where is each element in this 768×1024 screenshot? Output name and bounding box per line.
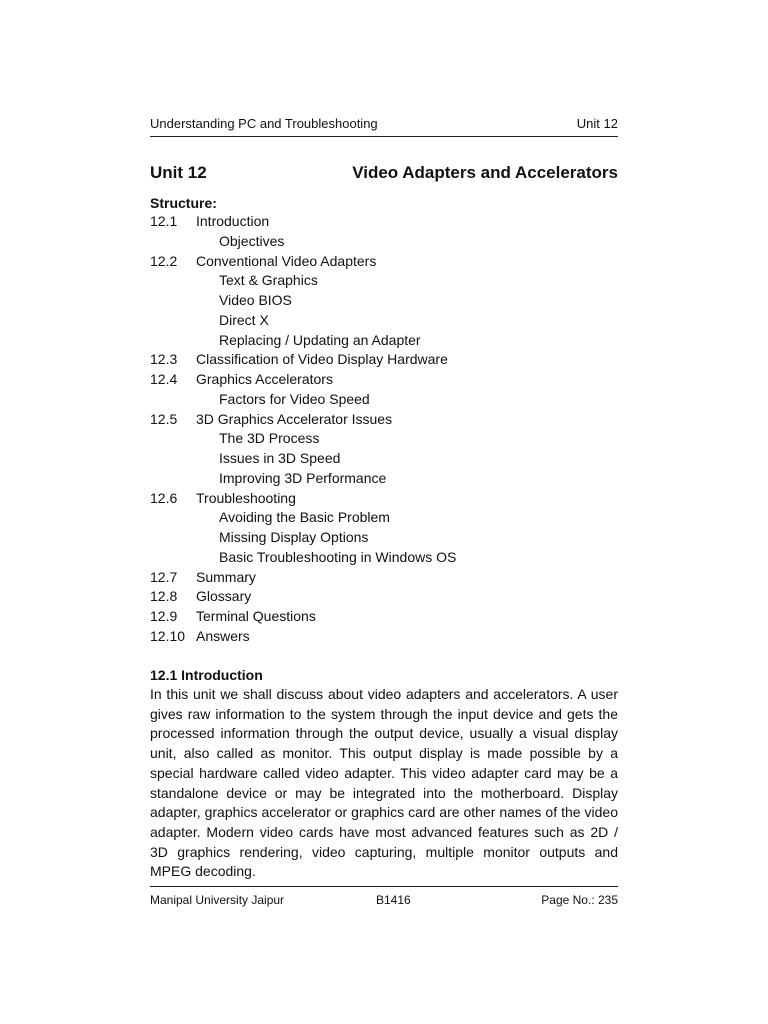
running-header (150, 116, 618, 132)
toc-section (150, 607, 618, 627)
toc-title: Terminal Questions (196, 608, 316, 624)
toc-number: 12.4 (150, 371, 178, 387)
document-page (150, 0, 618, 1024)
toc-subsection (150, 271, 618, 291)
toc-title: Summary (196, 568, 256, 585)
toc-title: Troubleshooting (196, 489, 296, 506)
table-of-contents (150, 212, 618, 647)
footer-university: Manipal University Jaipur (150, 893, 285, 907)
toc-title: Objectives (219, 232, 285, 249)
toc-subsection (150, 548, 618, 568)
unit-name: Video Adapters and Accelerators (352, 163, 618, 182)
toc-number: 12.2 (150, 252, 178, 269)
toc-title: 3D Graphics Accelerator Issues (196, 410, 393, 427)
toc-subsection (150, 528, 618, 548)
header-book-title: Understanding PC and Troubleshooting (150, 116, 378, 131)
footer-divider (150, 886, 618, 887)
toc-number: 12.7 (150, 568, 178, 585)
toc-title: The 3D Process (219, 430, 320, 447)
toc-subsection (150, 449, 618, 469)
toc-section (150, 410, 618, 430)
unit-number: Unit 12 (150, 163, 207, 182)
toc-title: Graphics Accelerators (196, 371, 333, 387)
footer-course-code: B1416 (376, 893, 411, 907)
toc-section (150, 350, 618, 370)
section-heading: 12.1 Introduction (150, 667, 263, 683)
toc-title: Classification of Video Display Hardware (196, 351, 448, 368)
toc-subsection (150, 469, 618, 489)
toc-title: Improving 3D Performance (219, 469, 387, 486)
toc-number: 12.6 (150, 489, 178, 506)
toc-section (150, 489, 618, 509)
toc-subsection (150, 291, 618, 311)
toc-title: Issues in 3D Speed (219, 450, 341, 466)
running-footer (150, 892, 618, 908)
toc-title: Basic Troubleshooting in Windows OS (219, 548, 457, 565)
toc-section (150, 587, 618, 607)
toc-title: Glossary (196, 588, 252, 605)
toc-number: 12.10 (150, 627, 186, 644)
toc-title: Text & Graphics (219, 272, 318, 289)
unit-title (150, 162, 618, 184)
toc-title: Replacing / Updating an Adapter (219, 331, 421, 348)
toc-title: Missing Display Options (219, 529, 369, 545)
structure-heading: Structure: (150, 195, 217, 211)
toc-subsection (150, 331, 618, 351)
toc-title: Factors for Video Speed (219, 390, 370, 407)
toc-number: 12.5 (150, 410, 178, 427)
intro-paragraph: In this unit we shall discuss about video adapters and accelerators. A user gives raw information to the system through the input device and gets the processed information through the output device, usually a visual display unit, also called as monitor. This output display is made possible by a special hardware called video adapter. This video adapter card may be a standalone device or may be integrated into the motherboard. Display adapter, graphics accelerator or graphics card are other names of the video adapter. Modern video cards have most advanced features such as 2D / 3D graphics rendering, video capturing, multiple monitor outputs and MPEG decoding. (150, 686, 618, 880)
toc-section (150, 252, 618, 272)
toc-section (150, 370, 618, 390)
toc-number: 12.3 (150, 351, 178, 368)
toc-number: 12.9 (150, 608, 178, 624)
toc-subsection (150, 311, 618, 331)
toc-subsection (150, 429, 618, 449)
toc-section (150, 212, 618, 232)
header-divider (150, 136, 618, 137)
toc-title: Conventional Video Adapters (196, 252, 377, 269)
toc-subsection (150, 390, 618, 410)
footer-page-number: Page No.: 235 (541, 893, 618, 907)
toc-subsection (150, 232, 618, 252)
toc-section (150, 568, 618, 588)
toc-number: 12.1 (150, 213, 178, 229)
toc-title: Introduction (196, 213, 270, 229)
toc-title: Answers (196, 627, 250, 644)
toc-subsection (150, 508, 618, 528)
header-unit-label: Unit 12 (576, 116, 618, 131)
toc-title: Video BIOS (219, 292, 292, 308)
toc-title: Direct X (219, 311, 269, 328)
toc-section (150, 627, 618, 647)
toc-number: 12.8 (150, 588, 178, 605)
toc-title: Avoiding the Basic Problem (219, 509, 390, 526)
